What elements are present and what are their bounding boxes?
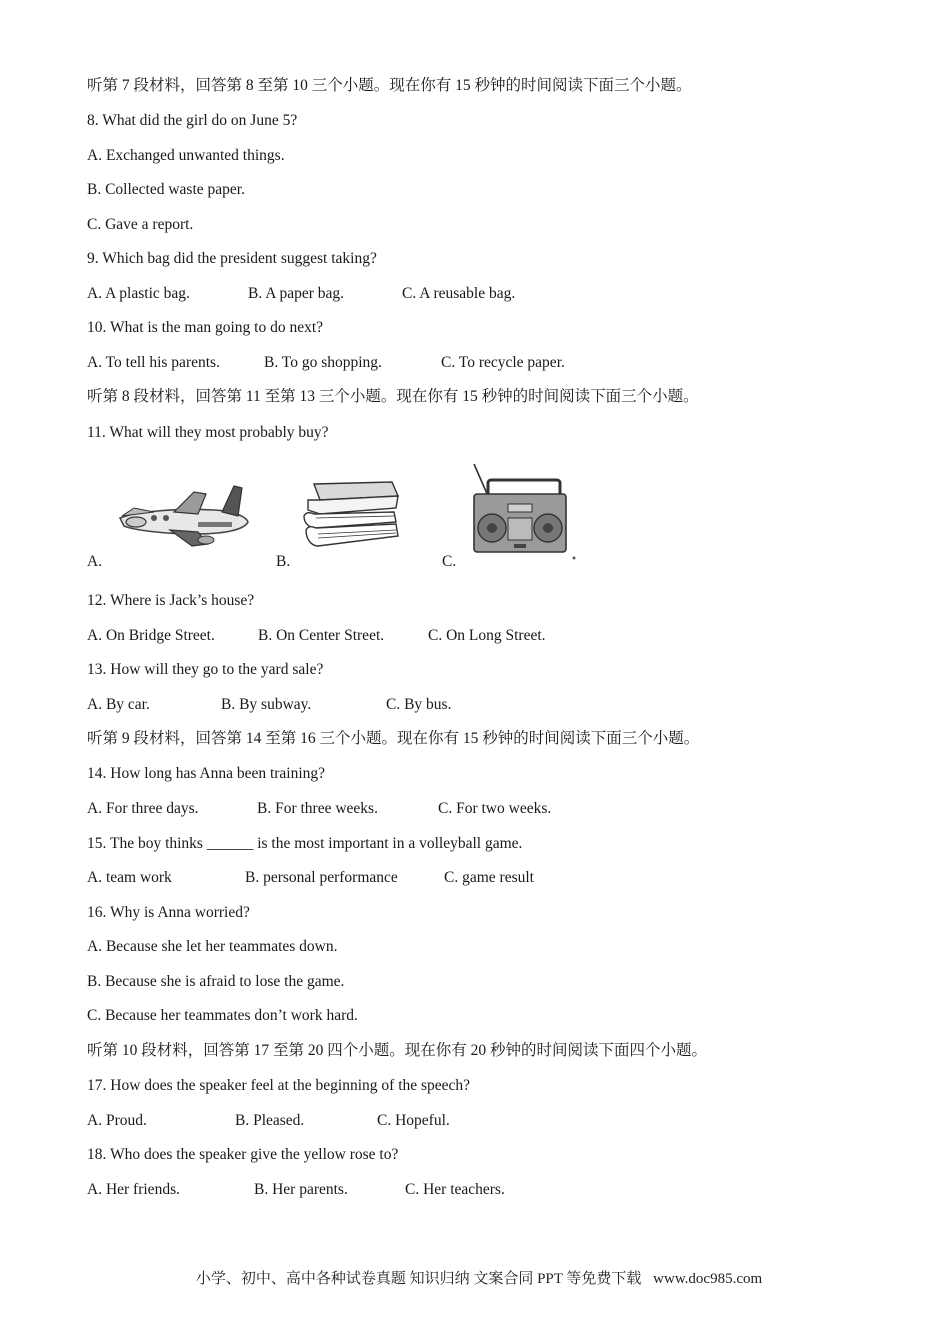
question-9-option-c: C. A reusable bag. bbox=[402, 285, 516, 302]
question-12-stem: 12. Where is Jack’s house? bbox=[87, 592, 255, 609]
question-16-option-c: C. Because her teammates don’t work hard. bbox=[87, 1007, 358, 1024]
radio-icon bbox=[466, 462, 582, 562]
footer-text: 小学、初中、高中各种试卷真题 知识归纳 文案合同 PPT 等免费下载 bbox=[195, 1271, 642, 1287]
question-9-stem: 9. Which bag did the president suggest taking? bbox=[87, 250, 377, 267]
question-14-option-c: C. For two weeks. bbox=[438, 800, 552, 817]
books-icon bbox=[300, 476, 404, 556]
question-11-stem: 11. What will they most probably buy? bbox=[87, 424, 329, 441]
question-10-stem: 10. What is the man going to do next? bbox=[87, 319, 324, 336]
question-13-stem: 13. How will they go to the yard sale? bbox=[87, 661, 324, 678]
question-14-option-a: A. For three days. bbox=[87, 800, 199, 817]
section-10-instruction: 听第 10 段材料，回答第 17 至第 20 四个小题。现在你有 20 秒钟的时间阅读下面四个小题。 bbox=[87, 1042, 708, 1059]
question-15-option-b: B. personal performance bbox=[245, 869, 398, 886]
question-15-option-c: C. game result bbox=[444, 869, 534, 886]
question-14-stem: 14. How long has Anna been training? bbox=[87, 765, 326, 782]
question-10-option-a: A. To tell his parents. bbox=[87, 354, 220, 371]
question-9-option-b: B. A paper bag. bbox=[248, 285, 344, 302]
question-12-option-b: B. On Center Street. bbox=[258, 627, 385, 644]
question-8-option-b: B. Collected waste paper. bbox=[87, 181, 245, 198]
question-16-stem: 16. Why is Anna worried? bbox=[87, 904, 250, 921]
question-15-option-a: A. team work bbox=[87, 869, 172, 886]
question-8-stem: 8. What did the girl do on June 5? bbox=[87, 112, 298, 129]
footer-url[interactable]: www.doc985.com bbox=[653, 1271, 763, 1287]
question-8-option-c: C. Gave a report. bbox=[87, 216, 194, 233]
question-13-option-a: A. By car. bbox=[87, 696, 150, 713]
question-15-stem: 15. The boy thinks ______ is the most important in a volleyball game. bbox=[87, 835, 523, 852]
question-10-option-c: C. To recycle paper. bbox=[441, 354, 565, 371]
question-16-option-b: B. Because she is afraid to lose the game. bbox=[87, 973, 345, 990]
question-17-option-c: C. Hopeful. bbox=[377, 1112, 450, 1129]
question-12-option-c: C. On Long Street. bbox=[428, 627, 546, 644]
section-7-instruction: 听第 7 段材料，回答第 8 至第 10 三个小题。现在你有 15 秒钟的时间阅读下面三个小题。 bbox=[87, 77, 692, 94]
page-footer bbox=[0, 1269, 950, 1289]
question-17-option-b: B. Pleased. bbox=[235, 1112, 305, 1129]
question-12-option-a: A. On Bridge Street. bbox=[87, 627, 215, 644]
question-8-option-a: A. Exchanged unwanted things. bbox=[87, 147, 285, 164]
question-18-option-c: C. Her teachers. bbox=[405, 1181, 505, 1198]
question-18-option-b: B. Her parents. bbox=[254, 1181, 348, 1198]
question-13-option-b: B. By subway. bbox=[221, 696, 312, 713]
question-11-option-b: B. bbox=[276, 553, 291, 570]
question-13-option-c: C. By bus. bbox=[386, 696, 452, 713]
question-16-option-a: A. Because she let her teammates down. bbox=[87, 938, 338, 955]
question-17-option-a: A. Proud. bbox=[87, 1112, 147, 1129]
section-9-instruction: 听第 9 段材料，回答第 14 至第 16 三个小题。现在你有 15 秒钟的时间阅读下面三个小题。 bbox=[87, 730, 700, 747]
question-18-stem: 18. Who does the speaker give the yellow rose to? bbox=[87, 1146, 399, 1163]
question-9-option-a: A. A plastic bag. bbox=[87, 285, 190, 302]
question-11-option-c: C. bbox=[442, 553, 457, 570]
question-17-stem: 17. How does the speaker feel at the beginning of the speech? bbox=[87, 1077, 471, 1094]
question-14-option-b: B. For three weeks. bbox=[257, 800, 378, 817]
airplane-icon bbox=[114, 482, 254, 550]
section-8-instruction: 听第 8 段材料，回答第 11 至第 13 三个小题。现在你有 15 秒钟的时间阅读下面三个小题。 bbox=[87, 388, 699, 405]
question-18-option-a: A. Her friends. bbox=[87, 1181, 180, 1198]
question-11-option-a: A. bbox=[87, 553, 103, 570]
question-10-option-b: B. To go shopping. bbox=[264, 354, 382, 371]
